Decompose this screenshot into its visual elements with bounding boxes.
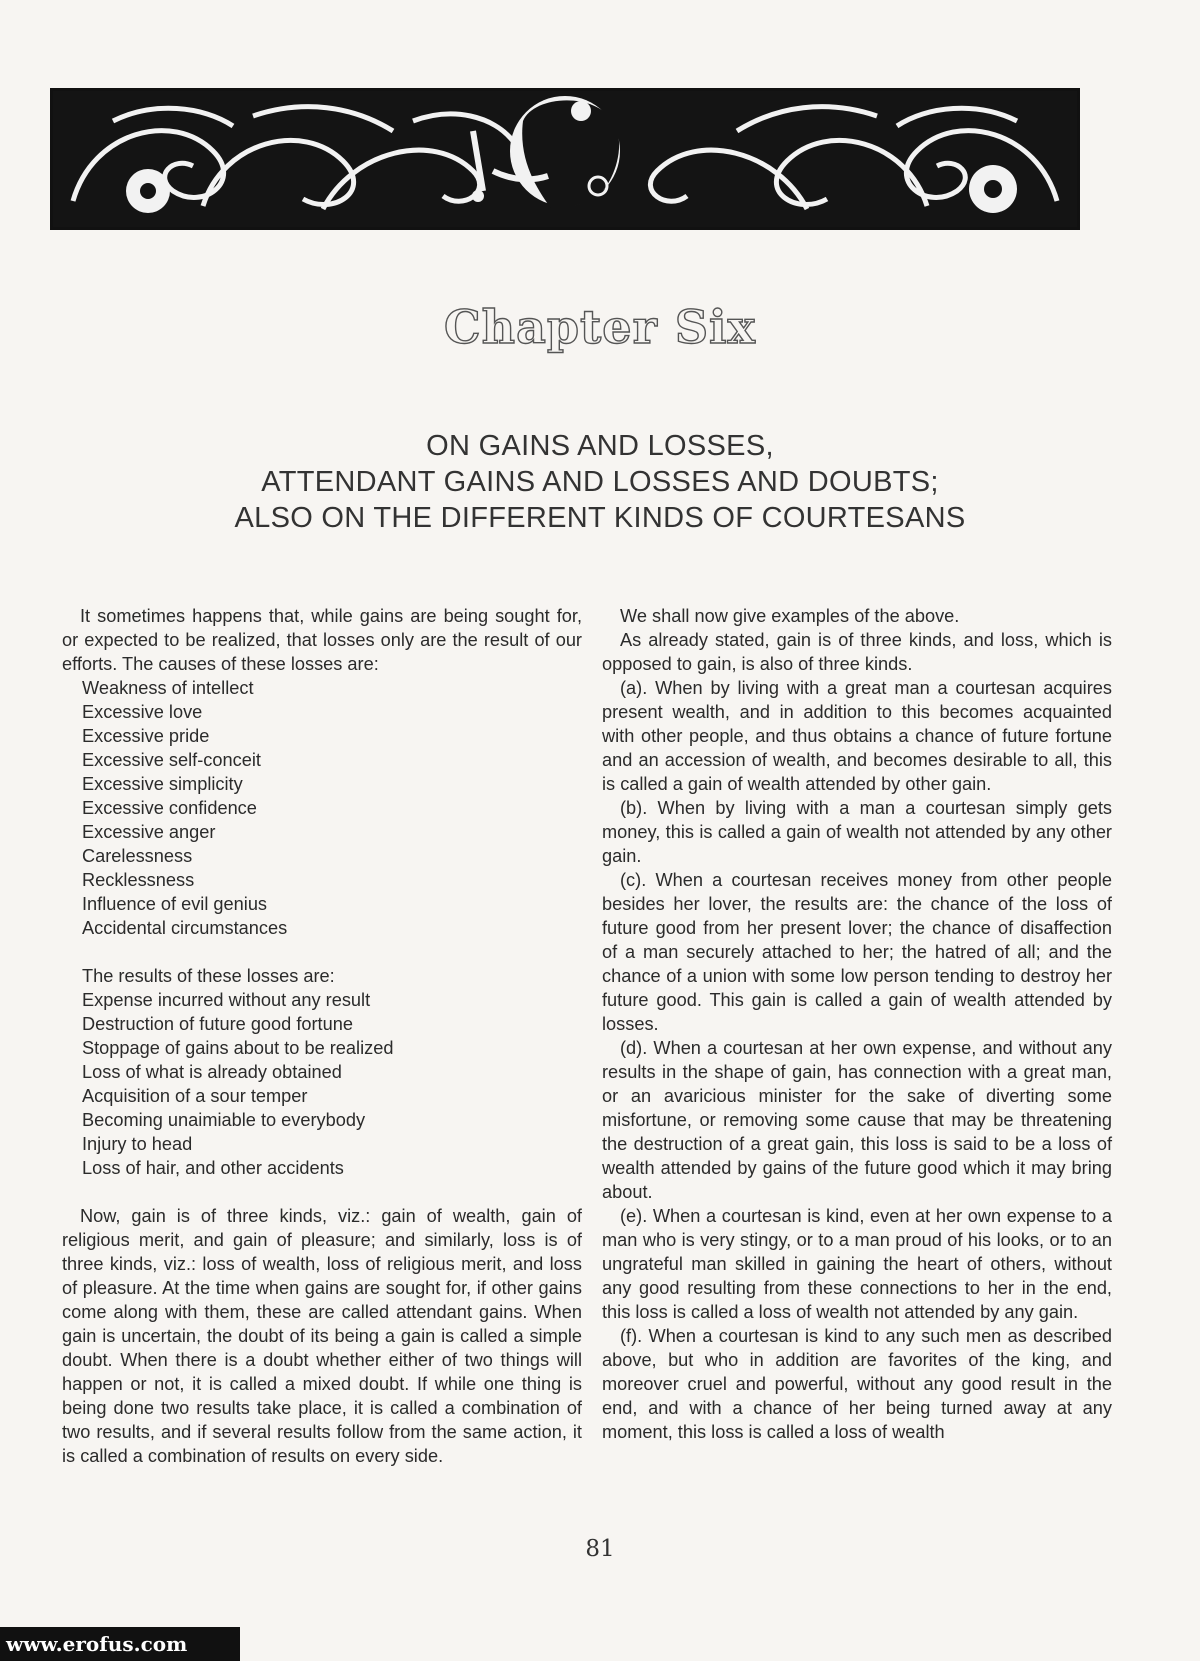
chapter-subtitle [0,428,1200,536]
paragraph: We shall now give examples of the above. [620,606,960,626]
paragraph: (f). When a courtesan is kind to any such men as described above, but who in addition are favorites of the king, and moreover cruel and powerful, without any good result in the end, and with a chance of her being turned away at any moment, this loss is called a loss of wealth [602,1326,1112,1442]
list-item: Excessive love [82,702,203,722]
subtitle-line: ATTENDANT GAINS AND LOSSES AND DOUBTS; [261,466,939,498]
list-item: Excessive confidence [82,798,257,818]
list-item: Acquisition of a sour temper [82,1086,308,1106]
list-item: Excessive self-conceit [82,750,261,770]
left-column [62,604,582,1468]
list-item: Weakness of intellect [82,678,254,698]
paragraph: It sometimes happens that, while gains are being sought for, or expected to be realized, that losses only are the result of our efforts. The causes of these losses are: [62,606,582,674]
results-list [62,988,582,1180]
list-item: Excessive simplicity [82,774,243,794]
list-item: Expense incurred without any result [82,990,371,1010]
page-number: 81 [585,1536,615,1562]
paragraph: (e). When a courtesan is kind, even at her own expense to a man who is very stingy, or to a man proud of his looks, or to an ungrateful man skilled in gaining the heart of others, without any good resulting from these connections to her in the end, this loss is called a loss of wealth not attended by any gain. [602,1206,1112,1322]
paragraph: Now, gain is of three kinds, viz.: gain of wealth, gain of religious merit, and gain of pleasure; and similarly, loss is of three kinds, viz.: loss of wealth, loss of religious merit, and loss of pleasure. At the time when gains are sought for, if other gains come along with them, these are called attendant gains. When gain is uncertain, the doubt of its being a gain is called a simple doubt. When there is a doubt whether either of two things will happen or not, it is called a mixed doubt. If while one thing is being done two results take place, it is called a combination of two results, and if several results follow from the same action, it is called a combination of results on every side. [62,1206,582,1466]
list-item: Influence of evil genius [82,894,268,914]
list-item: Stoppage of gains about to be realized [82,1038,394,1058]
paragraph: (c). When a courtesan receives money from other people besides her lover, the results are: the chance of the loss of future good from her present lover; the chance of disaffection of a man securely attached to her; the hatred of all; and the chance of a union with some low person tending to destroy her future good. This gain is called a gain of wealth attended by losses. [602,870,1112,1034]
list-item: Accidental circumstances [82,918,288,938]
chapter-title: Chapter Six [444,300,756,354]
list-item: Loss of what is already obtained [82,1062,342,1082]
right-column [602,604,1112,1444]
list-item: Excessive anger [82,822,216,842]
subtitle-line: ON GAINS AND LOSSES, [426,430,774,462]
paragraph: As already stated, gain is of three kinds, and loss, which is opposed to gain, is also of three kinds. [602,630,1112,674]
list-item: Carelessness [82,846,193,866]
paragraph: (b). When by living with a man a courtesan simply gets money, this is called a gain of wealth not attended by any other gain. [602,798,1112,866]
paragraph: (d). When a courtesan at her own expense, and without any results in the shape of gain, has connection with a great man, or an avaricious minister for the sake of diverting some misfortune, or removing some cause that may be threatening the destruction of a great gain, this loss is said to be a loss of wealth attended by gains of the future good which it may bring about. [602,1038,1112,1202]
results-intro: The results of these losses are: [82,966,335,986]
paragraph: (a). When by living with a great man a courtesan acquires present wealth, and in addition to this becomes acquainted with other people, and thus obtains a chance of future fortune and an accession of wealth, and becomes desirable to all, this is called a gain of wealth attended by other gain. [602,678,1112,794]
list-item: Injury to head [82,1134,193,1154]
causes-list [62,676,582,940]
list-item: Recklessness [82,870,195,890]
list-item: Destruction of future good fortune [82,1014,353,1034]
list-item: Becoming unaimiable to everybody [82,1110,366,1130]
subtitle-line: ALSO ON THE DIFFERENT KINDS OF COURTESANS [234,502,966,534]
ornamental-banner [50,88,1080,230]
list-item: Excessive pride [82,726,210,746]
list-item: Loss of hair, and other accidents [82,1158,344,1178]
watermark: www.erofus.com [0,1627,240,1661]
banner-illustration-icon [53,91,1077,227]
